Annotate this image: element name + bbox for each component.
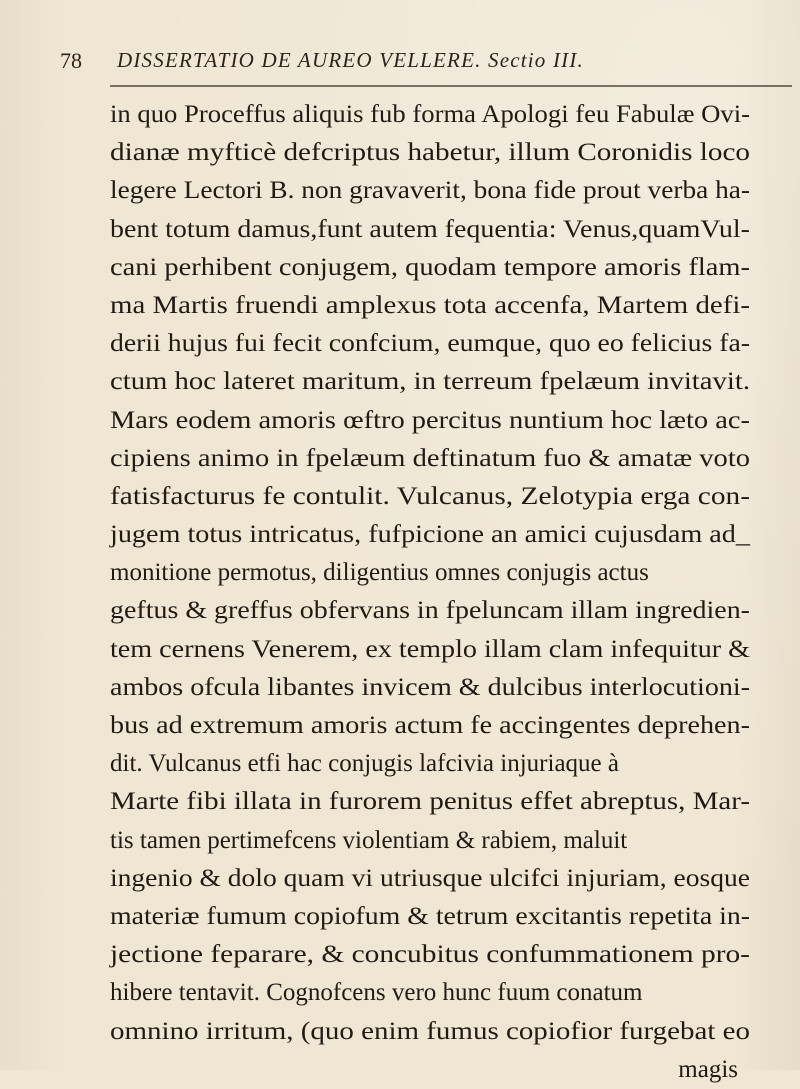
text-line: dianæ myfticè defcriptus habetur, illum Coronidis loco	[110, 139, 751, 167]
text-line: bent totum damus,funt autem fequentia: Venus,quamVul-	[110, 215, 750, 243]
text-line: fatisfacturus fe contulit. Vulcanus, Zelotypia erga con-	[110, 482, 750, 510]
text-line: cipiens animo in fpelæum deftinatum fuo & amatæ voto	[110, 444, 751, 472]
text-line: dit. Vulcanus etfi hac conjugis lafcivia injuriaque à	[110, 750, 619, 778]
text-line: hibere tentavit. Cognofcens vero hunc fuum conatum	[110, 979, 643, 1007]
text-line: ingenio & dolo quam vi utriusque ulcifci injuriam, eosque	[110, 864, 751, 892]
page-header	[0, 48, 800, 84]
text-line: in quo Proceffus aliquis fub forma Apologi feu Fabulæ Ovi-	[110, 101, 751, 128]
text-line: bus ad extremum amoris actum fe accingentes deprehen-	[110, 712, 750, 739]
text-line: cani perhibent conjugem, quodam tempore amoris flam-	[110, 253, 750, 281]
text-line: materiæ fumum copiofum & tetrum excitantis repetita in-	[110, 902, 751, 930]
text-line: tis tamen pertimefcens violentiam & rabiem, maluit	[110, 826, 628, 854]
page-number: 78	[60, 48, 82, 73]
running-title: DISSERTATIO DE AUREO VELLERE. Sectio III.	[117, 48, 584, 72]
text-line: derii hujus fui fecit confcium, eumque, quo eo felicius fa-	[110, 330, 751, 358]
text-line: legere Lectori B. non gravaverit, bona fide prout verba ha-	[110, 177, 751, 205]
header-rule	[110, 85, 792, 87]
body-text	[110, 96, 800, 1089]
text-line: ma Martis fruendi amplexus tota accenfa, Martem defi-	[110, 291, 750, 319]
text-line: Marte fibi illata in furorem penitus effet abreptus, Mar-	[110, 788, 750, 816]
catchword: magis	[678, 1055, 738, 1083]
text-line: omnino irritum, (quo enim fumus copiofior furgebat eo	[110, 1017, 751, 1045]
text-line: tem cernens Venerem, ex templo illam clam infequitur &	[110, 635, 751, 663]
text-line: jectione feparare, & concubitus confummationem pro-	[110, 941, 750, 969]
text-line: geftus & greffus obfervans in fpeluncam illam ingredien-	[110, 597, 750, 625]
text-line: Mars eodem amoris œftro percitus nuntium hoc læto ac-	[110, 406, 750, 434]
text-line: ctum hoc lateret maritum, in terreum fpelæum invitavit.	[110, 368, 750, 396]
text-line: ambos ofcula libantes invicem & dulcibus interlocutioni-	[110, 673, 750, 701]
text-line: monitione permotus, diligentius omnes conjugis actus	[110, 559, 649, 587]
text-line: jugem totus intricatus, fufpicione an amici cujusdam ad_	[110, 521, 750, 549]
